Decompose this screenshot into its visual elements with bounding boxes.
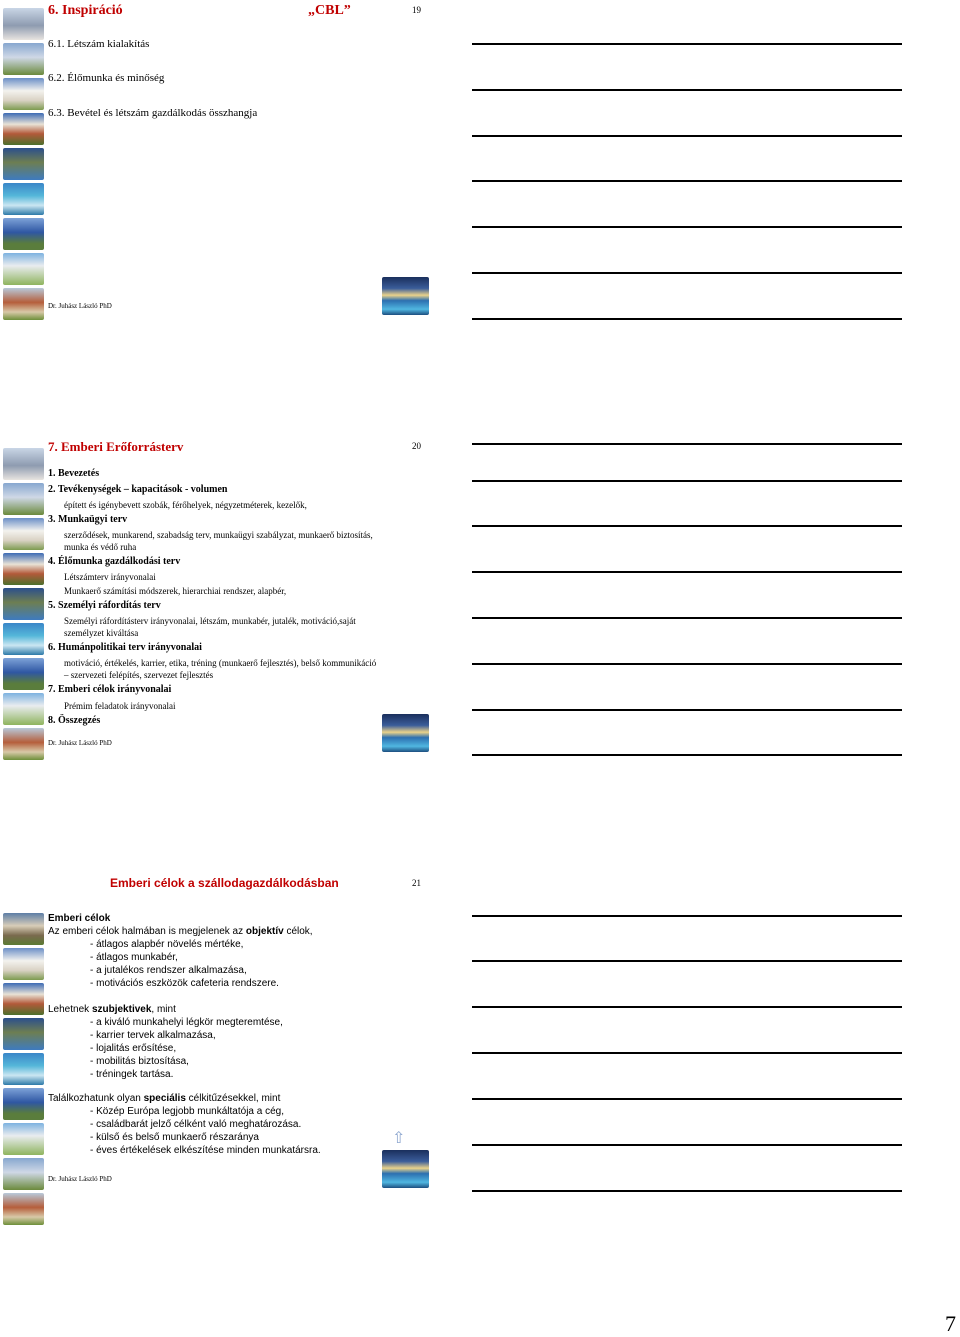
outline-heading: 1. Bevezetés [48, 468, 100, 479]
list-item: - a kiváló munkahelyi légkör megteremtése, [90, 1017, 283, 1028]
note-line [472, 1006, 902, 1009]
note-line [472, 43, 902, 46]
outline-heading: 3. Munkaügyi terv [48, 514, 128, 525]
church-image [3, 1088, 44, 1120]
list-item: - éves értékelések elkészítése minden munkatársra. [90, 1145, 321, 1156]
list-item: - motivációs eszközök cafeteria rendszere. [90, 978, 279, 989]
note-line [472, 960, 902, 963]
hotel-pool-image [382, 1150, 429, 1188]
slide-footer: Dr. Juhász László PhD [48, 1175, 112, 1183]
list-item: 6.1. Létszám kialakítás [48, 38, 150, 50]
slide-footer: Dr. Juhász László PhD [48, 739, 112, 747]
list-item: 6.3. Bevétel és létszám gazdálkodás összhangja [48, 107, 258, 119]
list-item: - átlagos alapbér növelés mértéke, [90, 939, 244, 950]
hotel-facade-image [3, 1123, 44, 1155]
outline-detail: Személyi ráfordításterv irányvonalai, létszám, munkabér, jutalék, motiváció,saját [64, 616, 356, 626]
outline-heading: 4. Élőmunka gazdálkodási terv [48, 556, 181, 567]
outline-detail: szerződések, munkarend, szabadság terv, munkaügyi szabályzat, munkaerő biztosítás, [64, 530, 373, 540]
note-line [472, 480, 902, 483]
outline-detail: épített és igénybevett szobák, férőhelyek, négyzetméterek, kezelők, [64, 500, 307, 510]
note-line [472, 915, 902, 918]
outline-detail: motiváció, értékelés, karrier, etika, tréning (munkaerő fejlesztés), belső kommunikáció [64, 658, 377, 668]
slide-number: 20 [412, 441, 421, 451]
castle-image [3, 913, 44, 945]
building-image [3, 1158, 44, 1190]
list-item: 6.2. Élőmunka és minőség [48, 72, 165, 84]
outline-heading: 7. Emberi célok irányvonalai [48, 684, 172, 695]
text: Az emberi célok halmában is megjelenek az [48, 926, 246, 937]
list-item: - karrier tervek alkalmazása, [90, 1030, 216, 1041]
note-line [472, 443, 902, 446]
note-line [472, 525, 902, 528]
outline-detail: – szervezeti felépítés, szervezet fejlesztés [64, 670, 214, 680]
list-item: - átlagos munkabér, [90, 952, 178, 963]
outline-heading: 8. Összegzés [48, 715, 101, 726]
up-arrow-icon[interactable]: ⇧ [392, 1128, 406, 1147]
outline-detail: Munkaerő számítási módszerek, hierarchiai rendszer, alapbér, [64, 586, 287, 596]
slide-21 [0, 0, 440, 1200]
paragraph-special [48, 1093, 280, 1104]
slide-title: 6. Inspiráció [48, 3, 123, 18]
note-line [472, 1190, 902, 1193]
list-item: - külső és belső munkaerő részaránya [90, 1132, 259, 1143]
paragraph-objective [48, 926, 313, 937]
outline-detail: Prémim feladatok irányvonalai [64, 701, 176, 711]
slide-number: 21 [412, 878, 421, 888]
note-line [472, 135, 902, 138]
section-heading: Emberi célok [48, 913, 111, 924]
outline-heading: 5. Személyi ráfordítás terv [48, 600, 161, 611]
list-item: - lojalitás erősítése, [90, 1043, 177, 1054]
text: , mint [151, 1004, 176, 1015]
building-image [3, 983, 44, 1015]
slide-footer: Dr. Juhász László PhD [48, 302, 112, 310]
resort-image [3, 1018, 44, 1050]
note-line [472, 617, 902, 620]
note-line [472, 754, 902, 757]
list-item: - Közép Európa legjobb munkáltatója a cég, [90, 1106, 285, 1117]
note-line [472, 318, 902, 321]
list-item: - mobilitás biztosítása, [90, 1056, 189, 1067]
list-item: - a jutalékos rendszer alkalmazása, [90, 965, 247, 976]
note-line [472, 180, 902, 183]
note-line [472, 272, 902, 275]
text: Lehetnek [48, 1004, 92, 1015]
note-line [472, 1144, 902, 1147]
emphasis: szubjektivek [91, 1004, 152, 1015]
text: Találkozhatunk olyan [48, 1093, 144, 1104]
list-item: - tréningek tartása. [90, 1069, 174, 1080]
pool-image [3, 1053, 44, 1085]
outline-detail: személyzet kiváltása [64, 628, 139, 638]
slide-title: Emberi célok a szállodagazdálkodásban [110, 876, 339, 890]
slide-number: 19 [412, 5, 421, 15]
note-line [472, 1052, 902, 1055]
note-line [472, 709, 902, 712]
paragraph-subjective [48, 1004, 176, 1015]
emphasis: objektív [245, 926, 284, 937]
note-line [472, 89, 902, 92]
note-line [472, 663, 902, 666]
text: célkitűzésekkel, mint [185, 1093, 281, 1104]
slide-subtitle: „CBL” [308, 3, 351, 18]
thumbnail-strip [3, 913, 45, 1228]
outline-detail: munka és védő ruha [64, 542, 137, 552]
slide-title: 7. Emberi Erőforrásterv [48, 439, 184, 454]
garden-image [3, 1193, 44, 1225]
list-item: - családbarát jelző célként való meghatározása. [90, 1119, 302, 1130]
outline-heading: 6. Humánpolitikai terv irányvonalai [48, 642, 202, 653]
text: célok, [283, 926, 313, 937]
page-number: 7 [945, 1311, 956, 1336]
hotel-image [3, 948, 44, 980]
note-line [472, 226, 902, 229]
note-line [472, 571, 902, 574]
note-line [472, 1098, 902, 1101]
outline-heading: 2. Tevékenységek – kapacitások - volumen [48, 484, 228, 495]
emphasis: speciális [143, 1093, 186, 1104]
outline-detail: Létszámterv irányvonalai [64, 572, 156, 582]
